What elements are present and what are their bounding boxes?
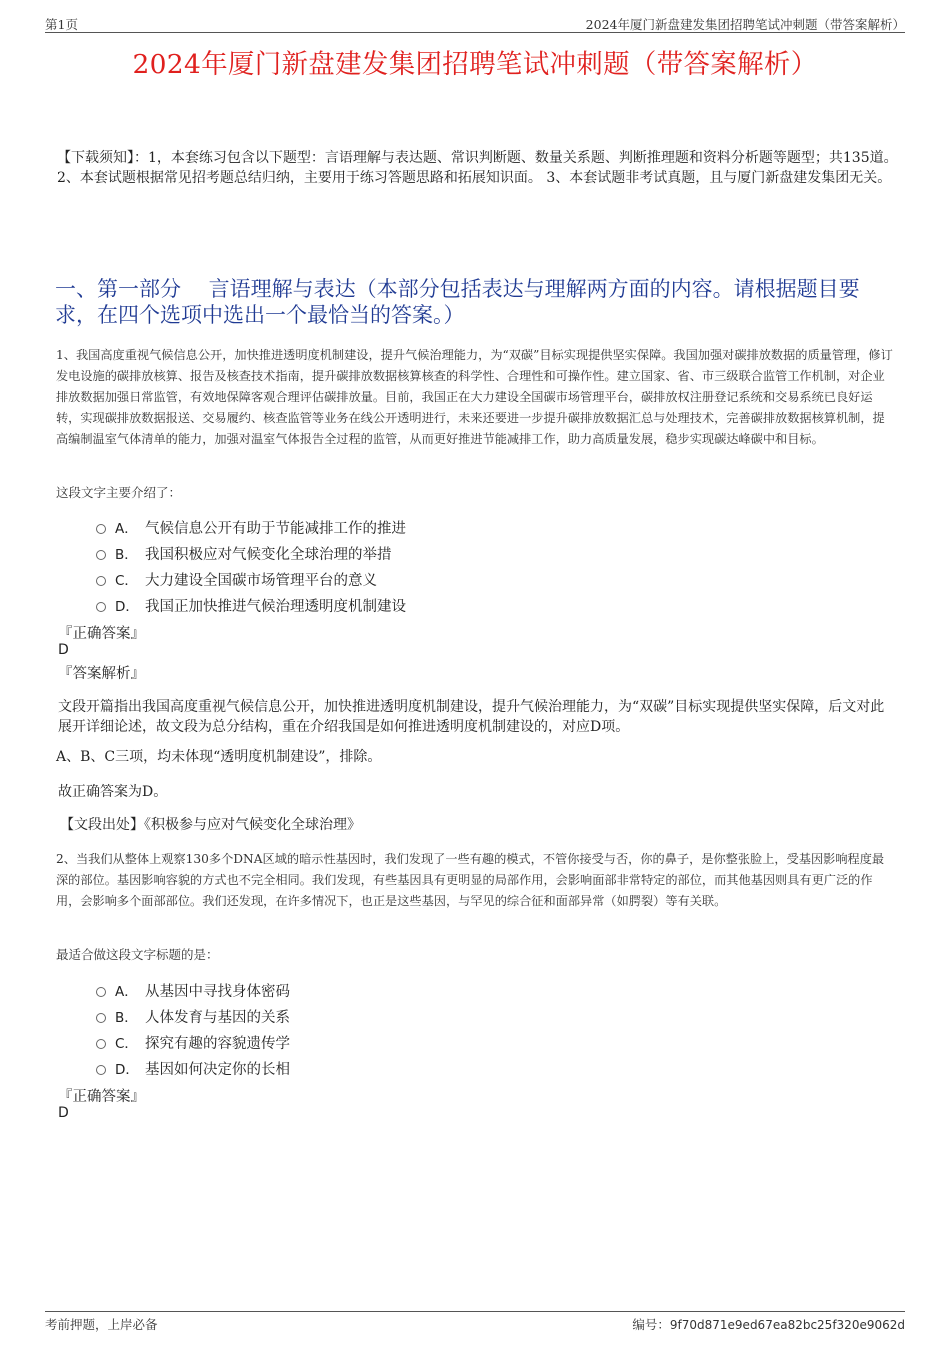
page-header — [45, 12, 905, 33]
radio-icon[interactable] — [96, 1039, 106, 1049]
option-b[interactable] — [96, 1003, 796, 1029]
header-doc-title: 2024年厦门新盘建发集团招聘笔试冲刺题（带答案解析） — [585, 17, 905, 32]
option-a[interactable] — [96, 977, 796, 1003]
download-notice: 【下载须知】：1，本套练习包含以下题型：言语理解与表达题、常识判断题、数量关系题、判断推理题和资料分析题等题型；共135道。 2、本套试题根据常见招考题总结归纳，主要用于练习答题思路和拓展知识面。 3、本套试题非考试真题，且与厦门新盘建发集团无关。 — [57, 150, 898, 186]
option-text: 我国正加快推进气候治理透明度机制建设 — [145, 598, 406, 615]
question-2-text: 2、当我们从整体上观察130多个DNA区域的暗示性基因时，我们发现了一些有趣的模式，不管你接受与否，你的鼻子，是你整张脸上，受基因影响程度最深的部位。基因影响容貌的方式也不完全相同。我们发现，有些基因具有更明显的局部作用，会影响面部非常特定的部位，而其他基因则具有更广泛的作用，会影响多个面部部位。我们还发现，在许多情况下，也正是这些基因，与罕见的综合征和面部异常（如腭裂）等有关联。 — [56, 852, 885, 908]
page-footer — [45, 1311, 905, 1332]
radio-icon[interactable] — [96, 576, 106, 586]
analysis-paragraph-3: 故正确答案为D。 — [58, 784, 168, 800]
document-title: 2024年厦门新盘建发集团招聘笔试冲刺题（带答案解析） — [132, 49, 818, 80]
option-letter: D． — [115, 599, 139, 615]
section-heading: 一、第一部分 言语理解与表达（本部分包括表达与理解两方面的内容。请根据题目要求，在四个选项中选出一个最恰当的答案。） — [55, 277, 860, 327]
radio-icon[interactable] — [96, 1013, 106, 1023]
option-b[interactable] — [96, 540, 796, 566]
question-2-options — [96, 977, 796, 1081]
radio-icon[interactable] — [96, 524, 106, 534]
option-letter: C． — [115, 1036, 138, 1052]
analysis-paragraph-2: A、B、C三项，均未体现“透明度机制建设”，排除。 — [56, 749, 382, 765]
option-letter: B． — [115, 547, 138, 563]
text-source: 【文段出处】《积极参与应对气候变化全球治理》 — [60, 817, 361, 833]
option-letter: D． — [115, 1062, 139, 1078]
analysis-label: 『答案解析』 — [58, 666, 145, 682]
option-letter: A． — [115, 984, 138, 1000]
radio-icon[interactable] — [96, 550, 106, 560]
option-text: 基因如何决定你的长相 — [145, 1061, 290, 1078]
option-letter: A． — [115, 521, 138, 537]
footer-code-value: 9f70d871e9ed67ea82bc25f320e9062d — [669, 1318, 905, 1332]
correct-answer-label: 『正确答案』 — [58, 626, 145, 642]
option-letter: B． — [115, 1010, 138, 1026]
option-a[interactable] — [96, 514, 796, 540]
radio-icon[interactable] — [96, 987, 106, 997]
analysis-paragraph-1: 文段开篇指出我国高度重视气候信息公开，加快推进透明度机制建设，提升气候治理能力，为“双碳”目标实现提供坚实保障，后文对此展开详细论述，故文段为总分结构，重在介绍我国是如何推进透明度机制建设的，对应D项。 — [58, 699, 885, 735]
footer-code — [632, 1315, 905, 1333]
option-text: 从基因中寻找身体密码 — [145, 983, 290, 1000]
option-c[interactable] — [96, 1029, 796, 1055]
question-2-prompt: 最适合做这段文字标题的是： — [56, 947, 219, 962]
option-text: 大力建设全国碳市场管理平台的意义 — [145, 572, 377, 589]
option-text: 探究有趣的容貌遗传学 — [145, 1035, 290, 1052]
radio-icon[interactable] — [96, 602, 106, 612]
option-text: 我国积极应对气候变化全球治理的举措 — [145, 546, 392, 563]
option-c[interactable] — [96, 566, 796, 592]
page-number: 第1页 — [45, 17, 78, 32]
option-letter: C． — [115, 573, 138, 589]
correct-answer-value: D — [58, 1105, 69, 1121]
question-1-prompt: 这段文字主要介绍了： — [56, 485, 182, 500]
footer-slogan: 考前押题，上岸必备 — [45, 1317, 158, 1332]
option-text: 人体发育与基因的关系 — [145, 1009, 290, 1026]
question-1-text: 1、我国高度重视气候信息公开，加快推进透明度机制建设，提升气候治理能力，为“双碳”目标实现提供坚实保障。我国加强对碳排放数据的质量管理，修订发电设施的碳排放核算、报告及核查技术指南，提升碳排放数据核算核查的科学性、合理性和可操作性。建立国家、省、市三级联合监管工作机制，对企业排放数据加强日常监管，有效地保障客观合理评估碳排放量。目前，我国正在大力建设全国碳市场管理平台，碳排放权注册登记系统和交易系统已良好运转，实现碳排放数据报送、交易履约、核查监管等业务在线公开透明进行，未来还要进一步提升碳排放数据汇总与处理技术，完善碳排放数据核算机制，提高编制温室气体清单的能力，加强对温室气体报告全过程的监管，从而更好推进节能减排工作，助力高质量发展，稳步实现碳达峰碳中和目标。 — [56, 348, 893, 446]
radio-icon[interactable] — [96, 1065, 106, 1075]
option-text: 气候信息公开有助于节能减排工作的推进 — [145, 520, 406, 537]
option-d[interactable] — [96, 1055, 796, 1081]
correct-answer-value: D — [58, 642, 69, 658]
correct-answer-label: 『正确答案』 — [58, 1089, 145, 1105]
option-d[interactable] — [96, 592, 796, 618]
footer-code-label: 编号： — [632, 1317, 670, 1332]
question-1-options — [96, 514, 796, 618]
